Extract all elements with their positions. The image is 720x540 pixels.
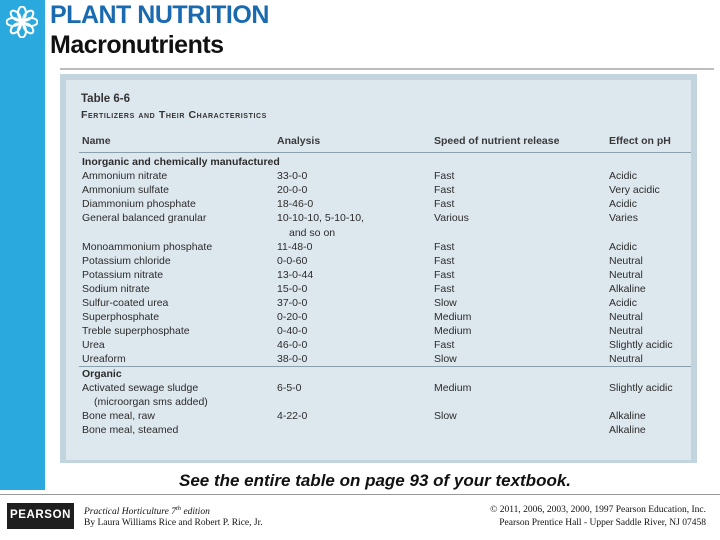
cell-name: General balanced granular — [82, 212, 207, 225]
cell-name: Sulfur-coated urea — [82, 297, 169, 309]
pearson-logo-text: PEARSON — [9, 509, 72, 521]
cell-speed: Slow — [434, 297, 457, 309]
column-header-ph: Effect on pH — [609, 135, 671, 147]
cell-analysis: 46-0-0 — [277, 339, 308, 352]
cell-name: Bone meal, raw — [82, 409, 155, 422]
publisher-info: Pearson Prentice Hall - Upper Saddle River, NJ 07458 — [499, 518, 706, 528]
cell-name: Bone meal, steamed — [82, 423, 179, 436]
slide-subtitle: Macronutrients — [50, 31, 224, 59]
cell-analysis: 6-5-0 — [277, 381, 302, 394]
cell-analysis: 0-40-0 — [277, 325, 308, 338]
cell-analysis: 13-0-44 — [277, 268, 314, 281]
cell-speed: Medium — [434, 381, 472, 394]
cell-ph: Acidic — [609, 198, 638, 211]
cell-name: Ammonium nitrate — [82, 170, 168, 183]
column-header-name: Name — [82, 135, 111, 147]
cell-speed: Fast — [434, 254, 455, 267]
cell-speed: Fast — [434, 198, 455, 211]
cell-name: Activated sewage sludge — [82, 381, 199, 394]
cell-name: Treble superphosphate — [82, 325, 190, 338]
table-title: Fertilizers and Their Characteristics — [81, 109, 267, 121]
table-row — [66, 424, 691, 438]
flower-icon — [6, 6, 38, 38]
cell-name: Sodium nitrate — [82, 282, 150, 295]
table-number: Table 6-6 — [81, 93, 130, 105]
table-row — [66, 255, 691, 269]
cell-speed: Fast — [434, 268, 455, 281]
cell-ph: Neutral — [609, 325, 643, 338]
table-row — [66, 212, 691, 226]
table-row — [66, 396, 691, 410]
cell-analysis: 38-0-0 — [277, 353, 308, 366]
section-heading: Inorganic and chemically manufactured — [82, 156, 280, 168]
footer-divider — [0, 494, 720, 495]
cell-analysis: 37-0-0 — [277, 297, 308, 309]
cell-ph: Alkaline — [609, 282, 646, 295]
cell-speed: Fast — [434, 339, 455, 352]
cell-speed: Fast — [434, 240, 455, 253]
cell-speed: Medium — [434, 311, 472, 324]
table-row — [66, 382, 691, 396]
cell-analysis: 4-22-0 — [277, 409, 308, 422]
cell-name: Urea — [82, 339, 105, 352]
cell-ph: Acidic — [609, 170, 638, 183]
cell-ph: Slightly acidic — [609, 339, 673, 352]
table-row — [66, 339, 691, 353]
cell-analysis: 0-20-0 — [277, 311, 308, 324]
header-divider — [79, 152, 691, 153]
table-row — [66, 227, 691, 241]
cell-name: Potassium chloride — [82, 254, 171, 267]
cell-ph: Acidic — [609, 297, 638, 309]
cell-ph: Neutral — [609, 353, 643, 366]
table-row — [66, 283, 691, 297]
table-row — [66, 184, 691, 198]
cell-ph: Neutral — [609, 311, 643, 324]
cell-analysis: and so on — [289, 226, 336, 239]
cell-analysis: 10-10-10, 5-10-10, — [277, 212, 364, 225]
pearson-logo — [7, 503, 74, 529]
cell-analysis: 33-0-0 — [277, 170, 308, 183]
table-row — [66, 170, 691, 184]
cell-analysis: 0-0-60 — [277, 254, 308, 267]
cell-ph: Slightly acidic — [609, 381, 673, 394]
table-row — [66, 297, 691, 311]
copyright-notice: © 2011, 2006, 2003, 2000, 1997 Pearson Education, Inc. — [490, 505, 706, 515]
cell-speed: Fast — [434, 170, 455, 183]
cell-speed: Slow — [434, 409, 457, 422]
section-heading: Organic — [82, 367, 122, 380]
cell-ph: Neutral — [609, 268, 643, 281]
cell-ph: Varies — [609, 212, 638, 225]
cell-name: Superphosphate — [82, 311, 160, 324]
cell-ph: Very acidic — [609, 184, 660, 197]
fertilizer-table — [66, 80, 691, 460]
slide-title: PLANT NUTRITION — [50, 1, 269, 29]
cell-ph: Acidic — [609, 240, 638, 253]
column-header-speed: Speed of nutrient release — [434, 135, 560, 147]
textbook-reference-caption: See the entire table on page 93 of your textbook. — [178, 471, 572, 490]
book-authors: By Laura Williams Rice and Robert P. Rice, Jr. — [84, 518, 263, 528]
cell-speed: Fast — [434, 282, 455, 295]
cell-speed: Various — [434, 212, 469, 225]
cell-name: Ammonium sulfate — [82, 184, 169, 197]
cell-name: Diammonium phosphate — [82, 198, 196, 211]
cell-name: Monoammonium phosphate — [82, 240, 213, 253]
title-divider — [60, 68, 714, 70]
cell-speed: Medium — [434, 325, 472, 338]
cell-speed: Slow — [434, 353, 457, 366]
table-row — [66, 269, 691, 283]
column-header-analysis: Analysis — [277, 135, 321, 147]
table-row — [66, 198, 691, 212]
cell-name: (microorgan sms added) — [94, 395, 208, 408]
section-divider — [79, 366, 691, 367]
table-row — [66, 311, 691, 325]
cell-ph: Alkaline — [609, 409, 646, 422]
table-row — [66, 241, 691, 255]
table-row — [66, 325, 691, 339]
cell-ph: Neutral — [609, 254, 643, 267]
cell-name: Ureaform — [82, 353, 126, 366]
cell-analysis: 11-48-0 — [277, 240, 313, 253]
table-row — [66, 410, 691, 424]
cell-analysis: 20-0-0 — [277, 184, 308, 197]
cell-analysis: 15-0-0 — [277, 282, 308, 295]
cell-speed: Fast — [434, 184, 455, 197]
table-section-row — [66, 156, 691, 170]
sidebar-accent-bar — [0, 0, 45, 490]
book-title: Practical Horticulture 7th edition — [84, 505, 210, 518]
cell-analysis: 18-46-0 — [277, 198, 314, 211]
cell-name: Potassium nitrate — [82, 268, 164, 281]
cell-ph: Alkaline — [609, 423, 646, 436]
table-section-row — [66, 368, 691, 382]
